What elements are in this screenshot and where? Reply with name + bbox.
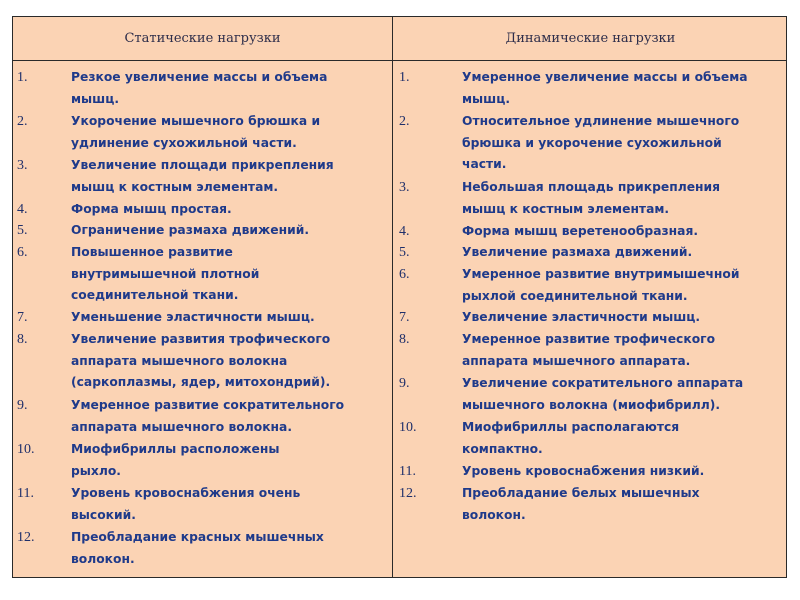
item-number: 10. (17, 442, 35, 457)
item-text: Повышенное развитие внутримышечной плотной соединительной ткани. (71, 245, 260, 302)
item-text: Миофибриллы расположены рыхло. (71, 442, 280, 478)
column-divider (392, 17, 393, 577)
item-number: 3. (17, 158, 28, 173)
item-number: 5. (17, 223, 28, 238)
item-number: 8. (17, 332, 28, 347)
item-number: 7. (399, 310, 410, 325)
item-number: 9. (399, 376, 410, 391)
item-text: Увеличение сократительного аппарата мышечного волокна (миофибрилл). (462, 376, 744, 412)
item-text: Увеличение размаха движений. (462, 245, 693, 259)
item-text: Ограничение размаха движений. (71, 223, 310, 237)
item-text: Резкое увеличение массы и объема мышц. (71, 70, 328, 106)
item-number: 9. (17, 398, 28, 413)
item-number: 8. (399, 332, 410, 347)
item-number: 3. (399, 180, 410, 195)
item-text: Форма мышц простая. (71, 202, 232, 216)
item-text: Увеличение площади прикрепления мышц к костным элементам. (71, 158, 334, 194)
item-number: 1. (17, 70, 28, 85)
item-number: 6. (17, 245, 28, 260)
item-number: 10. (399, 420, 417, 435)
item-number: 4. (399, 224, 410, 239)
item-text: Миофибриллы располагаются компактно. (462, 420, 680, 456)
item-number: 12. (17, 530, 35, 545)
item-text: Умеренное увеличение массы и объема мышц. (462, 70, 748, 106)
comparison-table (12, 16, 787, 578)
item-text: Уровень кровоснабжения низкий. (462, 464, 705, 478)
item-text: Форма мышц веретенообразная. (462, 224, 699, 238)
item-text: Небольшая площадь прикрепления мышц к костным элементам. (462, 180, 721, 216)
item-number: 6. (399, 267, 410, 282)
item-number: 5. (399, 245, 410, 260)
item-number: 12. (399, 486, 417, 501)
item-number: 11. (399, 464, 416, 479)
item-text: Умеренное развитие сократительного аппарата мышечного волокна. (71, 398, 345, 434)
item-text: Уменьшение эластичности мышц. (71, 310, 315, 324)
item-number: 4. (17, 202, 28, 217)
header-static-loads: Статические нагрузки (124, 31, 281, 46)
item-text: Относительное удлинение мышечного брюшка и укорочение сухожильной части. (462, 114, 740, 171)
item-text: Умеренное развитие внутримышечной рыхлой соединительной ткани. (462, 267, 740, 303)
item-number: 1. (399, 70, 410, 85)
item-number: 2. (17, 114, 28, 129)
item-text: Увеличение эластичности мышц. (462, 310, 701, 324)
item-number: 11. (17, 486, 34, 501)
header-dynamic-loads: Динамические нагрузки (505, 31, 676, 46)
item-number: 2. (399, 114, 410, 129)
item-text: Преобладание белых мышечных волокон. (462, 486, 700, 522)
item-text: Уровень кровоснабжения очень высокий. (71, 486, 301, 522)
item-text: Увеличение развития трофического аппарата мышечного волокна (саркоплазмы, ядер, митохондрий). (71, 332, 331, 389)
item-number: 7. (17, 310, 28, 325)
item-text: Укорочение мышечного брюшка и удлинение сухожильной части. (71, 114, 321, 150)
header-divider (13, 60, 786, 61)
item-text: Умеренное развитие трофического аппарата мышечного аппарата. (462, 332, 716, 368)
item-text: Преобладание красных мышечных волокон. (71, 530, 324, 566)
